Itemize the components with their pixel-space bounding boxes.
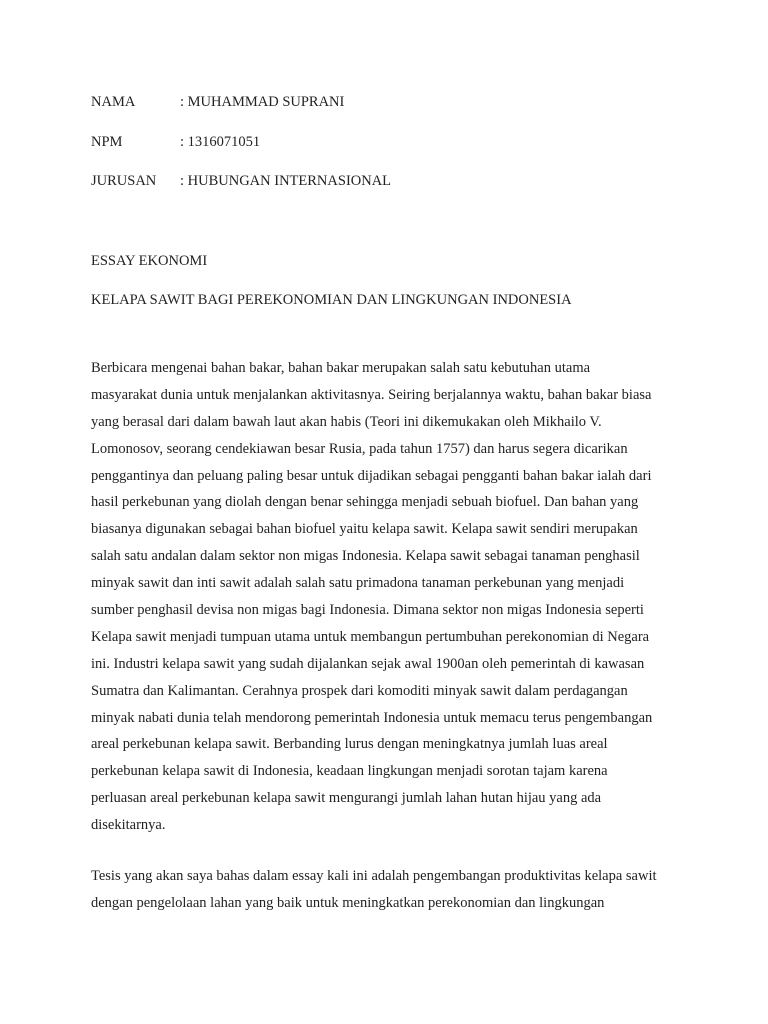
essay-type-heading: ESSAY EKONOMI <box>91 253 208 269</box>
paragraph-line: Kelapa sawit menjadi tumpuan utama untuk membangun pertumbuhan perekonomian di Negara <box>91 628 650 645</box>
paragraph-line: biasanya digunakan sebagai bahan biofuel yaitu kelapa sawit. Kelapa sawit sendiri merupakan <box>91 521 638 538</box>
paragraph-line: dengan pengelolaan lahan yang baik untuk meningkatkan perekonomian dan lingkungan <box>91 894 605 911</box>
paragraph-line: minyak nabati dunia telah mendorong pemerintah Indonesia untuk memacu terus pengembangan <box>91 709 653 726</box>
jurusan-value: : HUBUNGAN INTERNASIONAL <box>180 173 392 189</box>
paragraph-line: perkebunan kelapa sawit di Indonesia, keadaan lingkungan menjadi sorotan tajam karena <box>91 763 608 780</box>
paragraph-line: Lomonosov, seorang cendekiawan besar Rusia, pada tahun 1757) dan harus segera dicarikan <box>91 440 628 457</box>
paragraph-line: Tesis yang akan saya bahas dalam essay kali ini adalah pengembangan produktivitas kelapa sawit <box>91 868 657 884</box>
paragraph-line: salah satu andalan dalam sektor non migas Indonesia. Kelapa sawit sebagai tanaman penghasil <box>91 548 640 565</box>
name-label: NAMA <box>91 94 136 110</box>
jurusan-label: JURUSAN <box>91 173 157 189</box>
paragraph-line: ini. Industri kelapa sawit yang sudah dijalankan sejak awal 1900an oleh pemerintah di kawasan <box>91 655 645 672</box>
paragraph-2 <box>91 863 691 917</box>
paragraph-line: Sumatra dan Kalimantan. Cerahnya prospek dari komoditi minyak sawit dalam perdagangan <box>91 682 628 699</box>
paragraph-line: masyarakat dunia untuk menjalankan aktivitasnya. Seiring berjalannya waktu, bahan bakar biasa <box>91 386 652 403</box>
paragraph-1 <box>91 355 691 839</box>
paragraph-line: hasil perkebunan yang diolah dengan benar sehingga menjadi sebuah biofuel. Dan bahan yang <box>91 494 639 511</box>
paragraph-line: areal perkebunan kelapa sawit. Berbanding lurus dengan meningkatnya jumlah luas areal <box>91 736 608 753</box>
paragraph-line: perluasan areal perkebunan kelapa sawit mengurangi jumlah lahan hutan hijau yang ada <box>91 790 602 807</box>
essay-title: KELAPA SAWIT BAGI PEREKONOMIAN DAN LINGKUNGAN INDONESIA <box>91 292 572 308</box>
paragraph-line: yang berasal dari dalam bawah laut akan habis (Teori ini dikemukakan oleh Mikhailo V. <box>91 413 602 430</box>
paragraph-line: penggantinya dan peluang paling besar untuk dijadikan sebagai pengganti bahan bakar ialah dari <box>91 467 652 484</box>
npm-value: : 1316071051 <box>180 134 261 150</box>
paragraph-line: Berbicara mengenai bahan bakar, bahan bakar merupakan salah satu kebutuhan utama <box>91 360 591 376</box>
paragraph-line: sumber penghasil devisa non migas bagi Indonesia. Dimana sektor non migas Indonesia seperti <box>91 602 644 619</box>
paragraph-line: minyak sawit dan inti sawit adalah salah satu primadona tanaman perkebunan yang menjadi <box>91 575 625 592</box>
name-value: : MUHAMMAD SUPRANI <box>180 94 345 110</box>
npm-label: NPM <box>91 134 123 150</box>
paragraph-line: disekitarnya. <box>91 817 166 834</box>
